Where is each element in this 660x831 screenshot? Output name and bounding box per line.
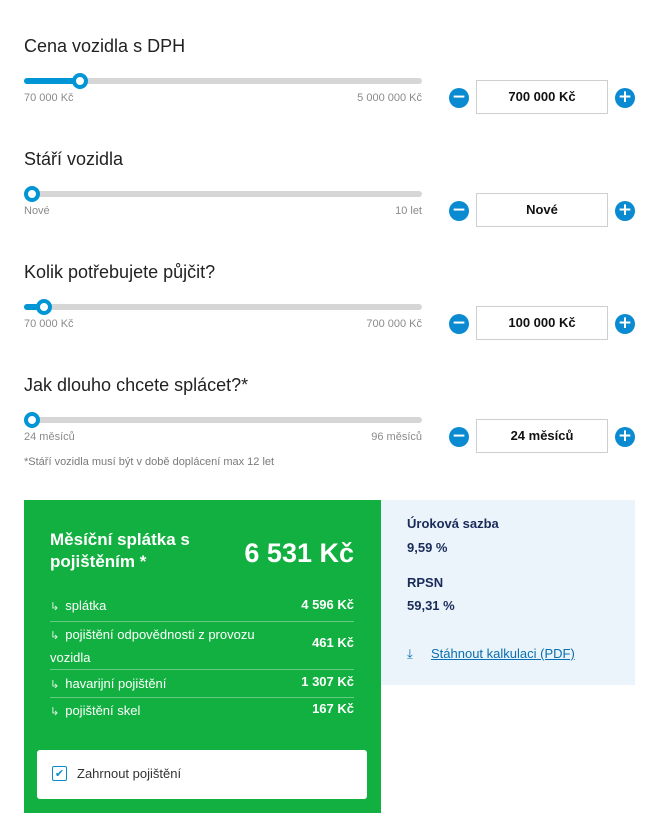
slider-block-vehicle-price xyxy=(0,36,660,148)
slider-min-label: 70 000 Kč xyxy=(24,318,74,330)
slider-max-label: 700 000 Kč xyxy=(366,318,422,330)
interest-rate-label: Úroková sazba xyxy=(407,516,499,531)
slider-min-label: 24 měsíců xyxy=(24,431,75,443)
sub-arrow-icon: ↳ xyxy=(50,629,60,642)
slider-handle[interactable] xyxy=(72,73,88,89)
slider-min-label: Nové xyxy=(24,205,50,217)
sub-arrow-icon: ↳ xyxy=(50,705,60,718)
breakdown-amount: 461 Kč xyxy=(312,635,354,650)
increase-button[interactable]: + xyxy=(615,314,635,334)
insurance-checkbox[interactable]: ✔ xyxy=(52,766,67,781)
slider-max-label: 96 měsíců xyxy=(371,431,422,443)
footnote: *Stáří vozidla musí být v době doplácení max 12 let xyxy=(24,456,275,468)
breakdown-label: pojištění skel xyxy=(65,703,141,718)
slider-min-label: 70 000 Kč xyxy=(24,92,74,104)
rpsn-value: 59,31 % xyxy=(407,598,455,613)
interest-rate-value: 9,59 % xyxy=(407,540,448,555)
slider-title: Kolik potřebujete půjčit? xyxy=(24,262,216,282)
slider-block-loan-amount xyxy=(0,262,660,374)
slider-block-vehicle-age xyxy=(0,149,660,261)
slider-max-label: 10 let xyxy=(395,205,422,217)
increase-button[interactable]: + xyxy=(615,427,635,447)
price-slider-track[interactable] xyxy=(24,78,422,84)
increase-button[interactable]: + xyxy=(615,88,635,108)
decrease-button[interactable]: − xyxy=(449,201,469,221)
rpsn-label: RPSN xyxy=(407,575,444,590)
decrease-button[interactable]: − xyxy=(449,314,469,334)
breakdown-row xyxy=(50,700,354,724)
duration-slider-track[interactable] xyxy=(24,417,422,423)
breakdown-row xyxy=(50,624,354,670)
monthly-payment-panel xyxy=(24,500,381,813)
slider-title: Cena vozidla s DPH xyxy=(24,36,186,56)
loan-duration-input[interactable]: 24 měsíců xyxy=(476,419,608,453)
breakdown-label: havarijní pojištění xyxy=(65,676,167,691)
sub-arrow-icon: ↳ xyxy=(50,600,60,613)
breakdown-amount: 167 Kč xyxy=(312,701,354,716)
sub-arrow-icon: ↳ xyxy=(50,678,60,691)
breakdown-label: splátka xyxy=(65,598,107,613)
breakdown-row xyxy=(50,595,354,622)
loan-slider-track[interactable] xyxy=(24,304,422,310)
include-insurance-toggle[interactable] xyxy=(37,750,367,799)
rate-info-panel xyxy=(381,500,635,685)
breakdown-amount: 4 596 Kč xyxy=(301,597,354,612)
download-pdf-link[interactable] xyxy=(407,646,575,662)
insurance-checkbox-label[interactable]: Zahrnout pojištění xyxy=(77,766,182,781)
decrease-button[interactable]: − xyxy=(449,88,469,108)
increase-button[interactable]: + xyxy=(615,201,635,221)
slider-handle[interactable] xyxy=(36,299,52,315)
monthly-payment-title: Měsíční splátka s pojištěním * xyxy=(50,530,190,571)
loan-amount-input[interactable]: 100 000 Kč xyxy=(476,306,608,340)
download-pdf-text[interactable]: Stáhnout kalkulaci (PDF) xyxy=(431,646,575,661)
monthly-payment-total: 6 531 Kč xyxy=(244,538,354,568)
vehicle-age-input[interactable]: Nové xyxy=(476,193,608,227)
download-icon: ⤓ xyxy=(407,647,413,662)
decrease-button[interactable]: − xyxy=(449,427,469,447)
breakdown-row xyxy=(50,673,354,698)
breakdown-label: pojištění odpovědnosti z provozu vozidla xyxy=(50,627,255,665)
slider-max-label: 5 000 000 Kč xyxy=(357,92,422,104)
slider-title: Jak dlouho chcete splácet?* xyxy=(24,375,249,395)
breakdown-amount: 1 307 Kč xyxy=(301,674,354,689)
vehicle-price-input[interactable]: 700 000 Kč xyxy=(476,80,608,114)
slider-handle[interactable] xyxy=(24,186,40,202)
slider-block-loan-duration xyxy=(0,375,660,487)
slider-title: Stáří vozidla xyxy=(24,149,124,169)
slider-handle[interactable] xyxy=(24,412,40,428)
age-slider-track[interactable] xyxy=(24,191,422,197)
